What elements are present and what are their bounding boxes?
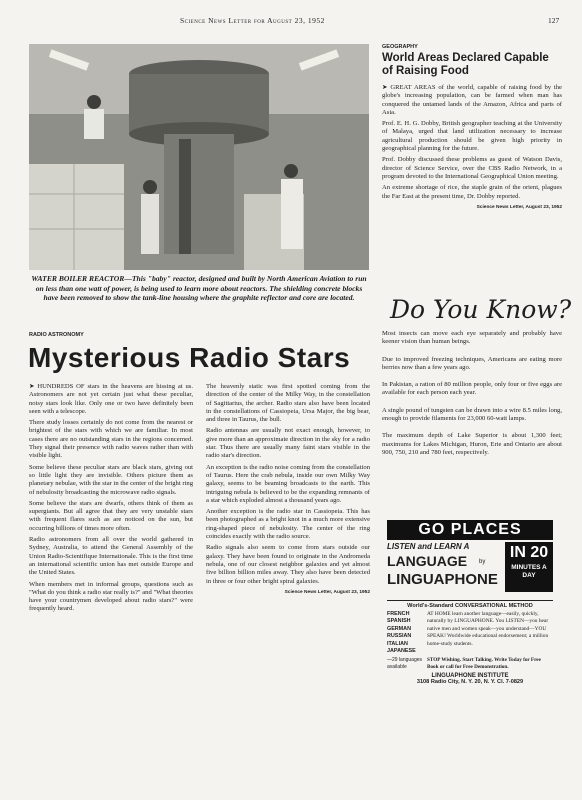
ad-listen: LISTEN and LEARN A — [387, 542, 470, 551]
geography-credit: Science News Letter, August 23, 1952 — [476, 204, 562, 210]
ad-20-minutes-box — [505, 542, 553, 592]
fact-item: The maximum depth of Lake Superior is about 1,300 feet; maximums for Lakes Michigan, Huron, Erie and Ontario are about 900, 750, 210 and 780 feet, respectively. — [382, 432, 562, 456]
ad-institute: LINGUAPHONE INSTITUTE — [431, 673, 509, 680]
article-paragraph: Some believe the stars are dwarfs, others think of them as supergiants. But all agree that they are very unstable stars with frequent flares such as are noticed on the sun, but occurring billions of times more often. — [29, 499, 193, 532]
ad-language-item: SPANISH — [387, 618, 411, 625]
ad-language-item: ITALIAN — [387, 640, 408, 647]
ad-minutes: MINUTES A DAY — [511, 564, 547, 579]
ad-language-item: RUSSIAN — [387, 633, 412, 640]
ad-footer-row — [387, 657, 553, 670]
fact-item: In Pakistan, a ration of 80 million people, only four or five eggs are available for each person each year. — [382, 381, 562, 397]
ad-language-item: GERMAN — [387, 625, 411, 632]
geography-kicker: GEOGRAPHY — [382, 44, 418, 50]
article-credit: Science News Letter, August 23, 1952 — [284, 589, 370, 595]
do-you-know-heading: Do You Know? — [390, 295, 572, 324]
article-paragraph: There study losses certainly do not come from the nearest or brightest of the stars with which we are familiar. In most cases there are no outstanding stars in the regions concerned. They signal their presence with radio waves rather than with visible light. — [29, 419, 193, 460]
article-column-1 — [29, 383, 193, 617]
linguaphone-ad — [387, 520, 553, 685]
article-paragraph: The heavenly static was first spotted coming from the direction of the center of the Milky Way, in the constellation of Sagittarius, the archer. Radio stars also have been located in the constellations of Cassiopeia, Ursa Major, the big bear, and three in Taurus, the bull. — [206, 383, 370, 424]
ad-details — [387, 611, 553, 655]
geography-paragraph: ➤ GREAT AREAS of the world, capable of raising food by the globe's increasing population, can be farmed when man has conquered the untamed lands of the Amazon, Africa and parts of Asia. — [382, 84, 562, 116]
article-paragraph: Radio antennas are usually not exact enough, however, to give more than an approximate direction in the sky for a radio star. Thus there are usually many faint stars visible in the radio star's direction. — [206, 427, 370, 460]
article-column-2 — [206, 383, 370, 597]
ad-stop: STOP Wishing. Start Talking. Write Today for Free Book or call for Free Demonstration. — [427, 657, 541, 670]
article-title: Mysterious Radio Stars — [28, 342, 351, 373]
ad-lang-count: —29 languages available — [387, 657, 423, 670]
geography-body — [382, 84, 562, 212]
ad-tagline: World's-Standard CONVERSATIONAL METHOD — [407, 603, 533, 609]
reactor-photo — [29, 44, 369, 270]
running-title: Science News Letter for August 23, 1952 — [180, 16, 325, 25]
article-paragraph: Another exception is the radio star in Cassiopeia. This has been photographed as a bright knot in a much more extensive ring-shaped piece of nebulosity. The center of the ring coincides exactly with the radio source. — [206, 508, 370, 541]
fact-item: A single pound of tungsten can be drawn into a wire 8.5 miles long, enough to provide filaments for 23,000 60-watt lamps. — [382, 406, 562, 423]
fact-item: Due to improved freezing techniques, Americans are eating more berries now than a few years ago. — [382, 355, 562, 371]
do-you-know-list — [382, 330, 562, 460]
article-paragraph: ➤ HUNDREDS OF stars in the heavens are hissing at us. Astronomers are not yet certain just what these peculiar, noisy stars look like. Only one or two have definitely been seen with a telescope. — [29, 383, 193, 415]
ad-language: LANGUAGE — [387, 553, 468, 569]
ad-in20: IN 20 — [509, 544, 549, 561]
article-paragraph: Radio signals also seem to come from stars outside our galaxy. They have been found to originate in the Andromeda nebula, one of our closest neighbor galaxies and yet almost five billion billion miles away. They also have been detected in three or four other bright spiral galaxies. — [206, 544, 370, 585]
article-paragraph: When members met in informal groups, questions such as "What do you think a radio star really is?" and "What theories have your countrymen developed about radio stars?" were frequently heard. — [29, 580, 193, 613]
article-paragraph: An exception is the radio noise coming from the constellation of Taurus. Here the crab nebula, inside our own Milky Way galaxy, seems to be beaming broadcasts to the earth. This intriguing nebula is believed to be the expanding remnants of a star which exploded almost a thousand years ago. — [206, 463, 370, 504]
ad-language-item: JAPANESE — [387, 648, 416, 655]
ad-pitch: AT HOME learn another language—easily, quickly, naturally by LINGUAPHONE. You LISTEN—you hear native men and women speak—you understand—YOU SPEAK! Worldwide educational endorsement; a million home-study students. — [427, 611, 549, 647]
article-kicker: RADIO ASTRONOMY — [29, 332, 84, 338]
geography-paragraph: Prof. E. H. G. Dobby, British geographer teaching at the University of Malaya, urged that land utilization necessary to increase agricultural production should be given high priority in geographical planning for the future. — [382, 120, 562, 153]
ad-brand: LINGUAPHONE — [387, 571, 498, 588]
article-paragraph: Radio astronomers from all over the world gathered in Sydney, Australia, to attend the General Assembly of the Union Radio-Scientifique Internationale. This is the first time an international scientific union has met outside Europe and the United States. — [29, 536, 193, 577]
page-number: 127 — [548, 16, 560, 25]
ad-headline-block — [387, 540, 553, 598]
ad-by: by — [479, 559, 486, 565]
article-paragraph: Some believe these peculiar stars are black stars, giving out so little light they are invisible. Others picture them as planetary nebulae, with the star in the center of the bright ring of nebulosity broadcasting the microwave radio signals. — [29, 463, 193, 496]
ad-language-list — [387, 611, 427, 655]
geography-paragraph: Prof. Dobby discussed these problems as guest of Watson Davis, director of Science Service, over the CBS Radio Network, in a program devoted to the International Geographical Union meeting. — [382, 156, 562, 180]
ad-language-item: FRENCH — [387, 611, 410, 617]
geography-paragraph: An extreme shortage of rice, the staple grain of the orient, plagues the Far East at the present time, Dr. Dobby reported. — [382, 184, 562, 200]
ad-address: 3108 Radio City, N. Y. 20, N. Y. Cl. 7-0829 — [416, 679, 524, 686]
ad-banner: GO PLACES — [387, 520, 553, 540]
fact-item: Most insects can move each eye separately and probably have keener vision than human beings. — [382, 330, 562, 346]
reactor-photo-graphic — [29, 44, 369, 270]
geography-headline: World Areas Declared Capable of Raising Food — [382, 52, 549, 77]
photo-caption: WATER BOILER REACTOR—This "baby" reactor, designed and built by North American Aviation to run on less than one watt of power, is being used to learn more about reactors. The shielding concrete blocks have been removed to show the tank-line housing where the graphite reflector and core are located. — [31, 274, 367, 303]
